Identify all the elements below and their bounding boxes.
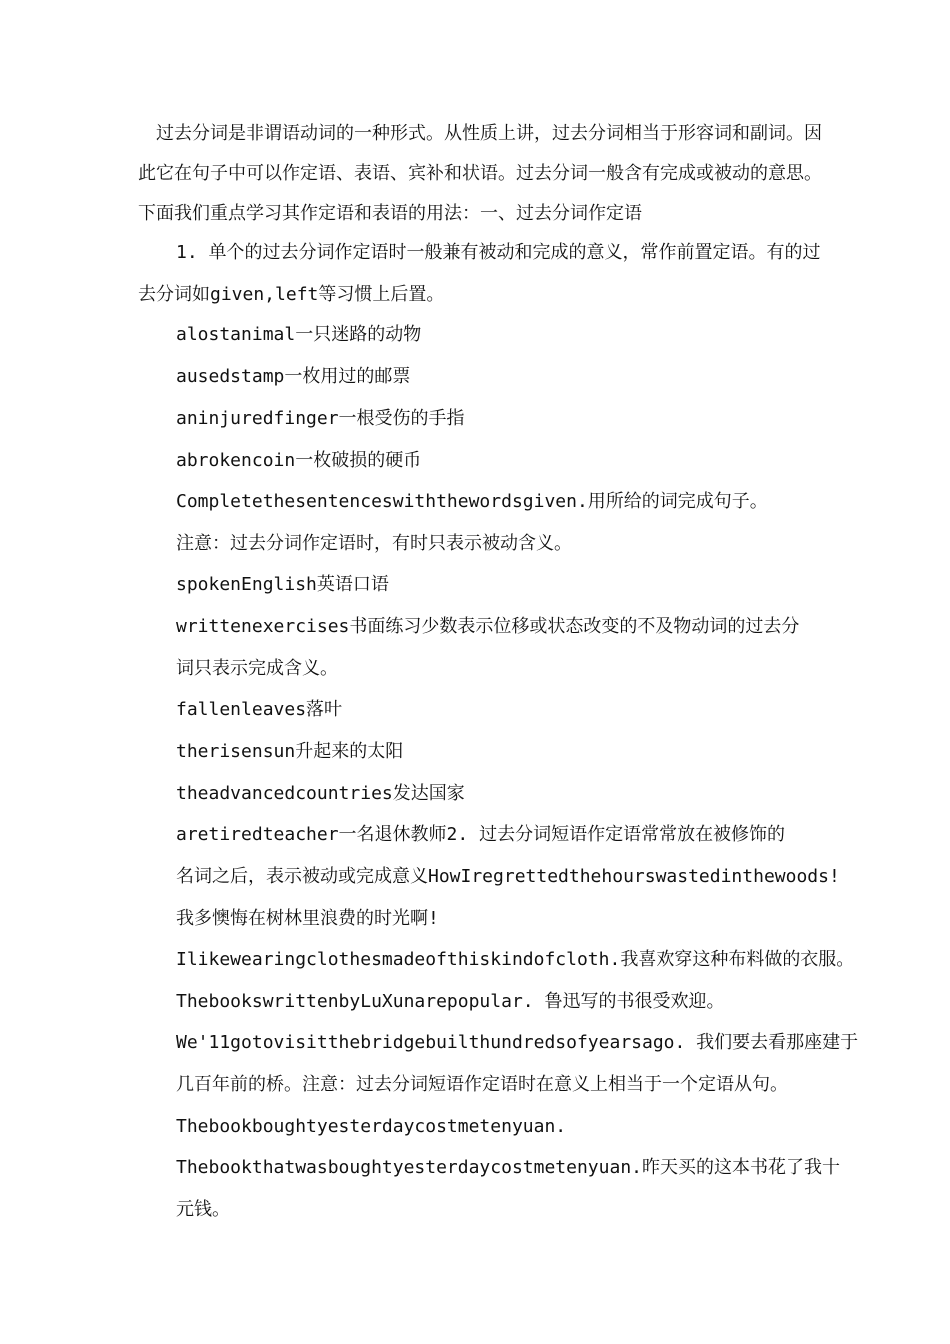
example-line: We'11gotovisitthebridgebuilthundredsofyearsago. 我们要去看那座建于 xyxy=(176,1032,859,1053)
example-line: aretiredteacher一名退休教师2. 过去分词短语作定语常常放在被修饰的 xyxy=(176,824,786,845)
example-line: writtenexercises书面练习少数表示位移或状态改变的不及物动词的过去分 xyxy=(176,616,800,637)
point-1-paragraph: 1. 单个的过去分词作定语时一般兼有被动和完成的意义，常作前置定语。有的过去分词如given,left等习惯上后置。 xyxy=(138,242,821,305)
intro-paragraph: 过去分词是非谓语动词的一种形式。从性质上讲，过去分词相当于形容词和副词。因此它在句子中可以作定语、表语、宾补和状语。过去分词一般含有完成或被动的意思。下面我们重点学习其作定语和表语的用法：一、过去分词作定语 xyxy=(138,123,822,224)
example-line: spokenEnglish英语口语 xyxy=(176,574,389,595)
example-line: aninjuredfinger一根受伤的手指 xyxy=(176,408,465,429)
example-line: 名词之后，表示被动或完成意义HowIregrettedthehourswastedinthewoods! xyxy=(176,866,840,887)
example-line: therisensun升起来的太阳 xyxy=(176,741,404,762)
example-line: fallenleaves落叶 xyxy=(176,699,343,720)
note-line: 注意：过去分词作定语时，有时只表示被动含义。 xyxy=(176,533,572,554)
example-line: 我多懊悔在树林里浪费的时光啊! xyxy=(176,908,439,929)
example-line: ausedstamp一枚用过的邮票 xyxy=(176,366,411,387)
example-line: 元钱。 xyxy=(176,1199,230,1220)
example-line: alostanimal一只迷路的动物 xyxy=(176,324,422,345)
note-line: 几百年前的桥。注意：过去分词短语作定语时在意义上相当于一个定语从句。 xyxy=(176,1074,788,1095)
example-line: Thebookboughtyesterdaycostmetenyuan. xyxy=(176,1116,567,1137)
example-line: Ilikewearingclothesmadeofthiskindofcloth.我喜欢穿这种布料做的衣服。 xyxy=(176,949,855,970)
example-line: Completethesentenceswiththewordsgiven.用所给的词完成句子。 xyxy=(176,491,768,512)
example-line: abrokencoin一枚破损的硬币 xyxy=(176,450,422,471)
example-line: theadvancedcountries发达国家 xyxy=(176,783,465,804)
example-line: Thebookthatwasboughtyesterdaycostmetenyuan.昨天买的这本书花了我十 xyxy=(176,1157,840,1178)
example-line: ThebookswrittenbyLuXunarepopular. 鲁迅写的书很受欢迎。 xyxy=(176,991,725,1012)
example-line: 词只表示完成含义。 xyxy=(176,658,338,679)
